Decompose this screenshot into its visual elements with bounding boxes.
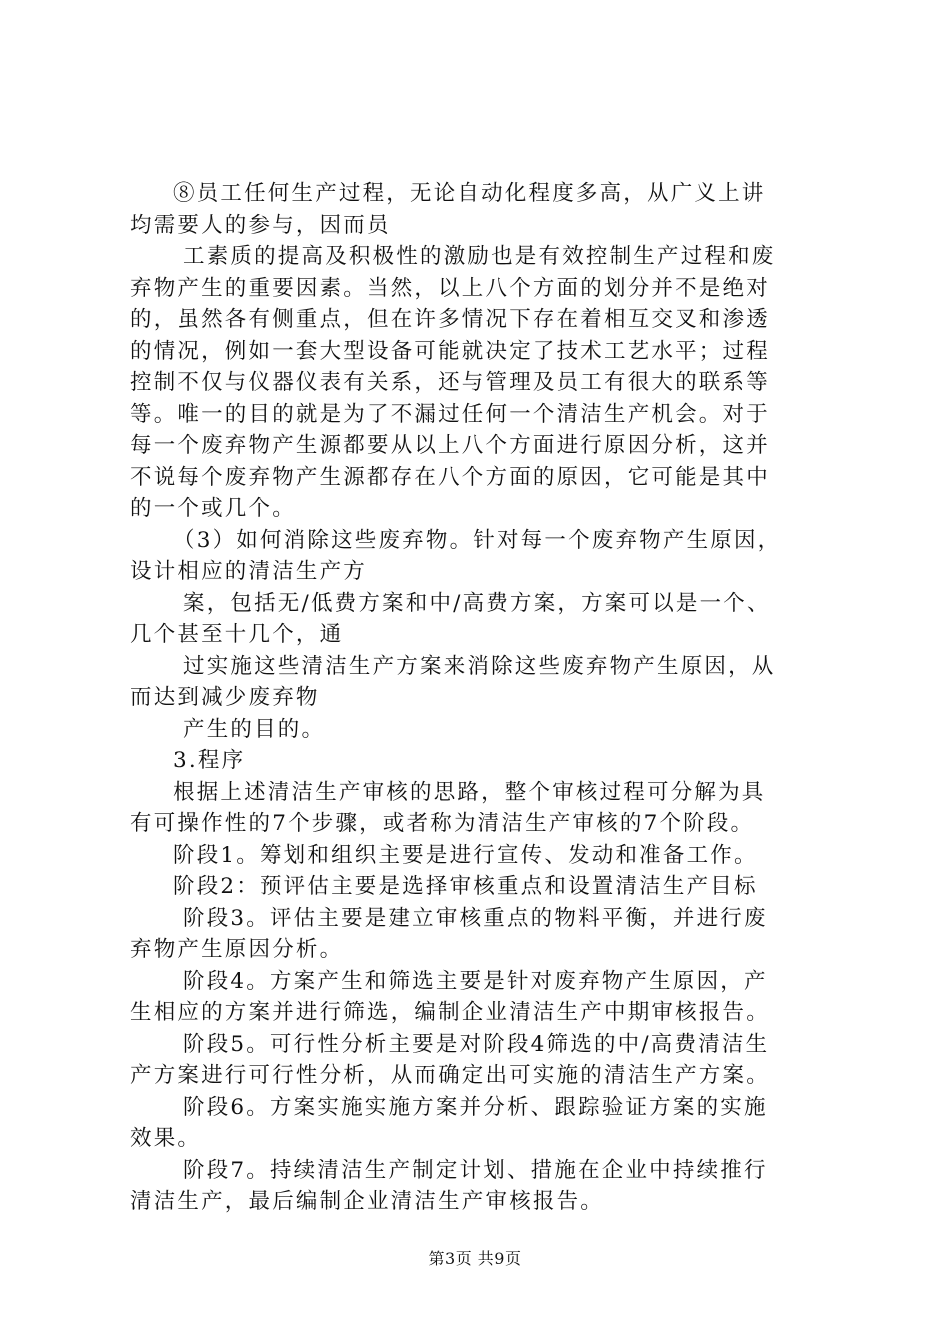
text-line: 阶段6。方案实施实施方案并分析、跟踪验证方案的实施: [183, 1094, 768, 1120]
text-line: 阶段2：预评估主要是选择审核重点和设置清洁生产目标: [173, 874, 758, 899]
text-line: 设计相应的清洁生产方: [130, 559, 368, 584]
text-line: 阶段3。评估主要是建立审核重点的物料平衡，并进行废: [183, 905, 768, 931]
text-line: 的情况，例如一套大型设备可能就决定了技术工艺水平；过程: [130, 338, 770, 364]
text-line: 的，虽然各有侧重点，但在许多情况下存在着相互交叉和渗透: [130, 307, 770, 332]
text-line: 阶段5。可行性分析主要是对阶段4筛选的中/高费清洁生: [183, 1031, 770, 1057]
text-line: 工素质的提高及积极性的激励也是有效控制生产过程和废: [183, 244, 776, 269]
text-line: 阶段4。方案产生和筛选主要是针对废弃物产生原因，产: [183, 968, 768, 994]
text-line: 产方案进行可行性分析，从而确定出可实施的清洁生产方案。: [130, 1063, 770, 1088]
text-line: 几个甚至十几个，通: [130, 622, 344, 647]
text-line: 控制不仅与仪器仪表有关系，还与管理及员工有很大的联系等: [130, 370, 770, 395]
section-heading: 3.程序: [173, 748, 246, 773]
text-line: 清洁生产，最后编制企业清洁生产审核报告。: [130, 1189, 605, 1214]
text-line: 过实施这些清洁生产方案来消除这些废弃物产生原因，从: [183, 653, 776, 679]
text-line: 弃物产生原因分析。: [130, 937, 344, 962]
document-body: [130, 178, 830, 1218]
text-line: （3）如何消除这些废弃物。针对每一个废弃物产生原因，: [173, 527, 782, 553]
text-line: 效果。: [130, 1126, 202, 1151]
text-line: 不说每个废弃物产生源都存在八个方面的原因，它可能是其中: [130, 464, 770, 490]
text-line: 阶段1。筹划和组织主要是进行宣传、发动和准备工作。: [173, 842, 758, 868]
text-line: 每一个废弃物产生源都要从以上八个方面进行原因分析，这并: [130, 433, 770, 458]
text-line: 的一个或几个。: [130, 496, 296, 521]
text-line: ⑧员工任何生产过程，无论自动化程度多高，从广义上讲: [173, 181, 766, 206]
text-line: 产生的目的。: [183, 716, 326, 742]
text-line: 均需要人的参与，因而员: [130, 212, 391, 238]
text-line: 有可操作性的7个步骤，或者称为清洁生产审核的7个阶段。: [130, 811, 755, 836]
text-line: 等。唯一的目的就是为了不漏过任何一个清洁生产机会。对于: [130, 401, 770, 427]
text-line: 阶段7。持续清洁生产制定计划、措施在企业中持续推行: [183, 1157, 768, 1183]
text-line: 而达到减少废弃物: [130, 685, 320, 710]
text-line: 案，包括无/低费方案和中/高费方案，方案可以是一个、: [183, 590, 771, 616]
text-line: 生相应的方案并进行筛选，编制企业清洁生产中期审核报告。: [130, 1000, 770, 1025]
page-footer: [0, 1246, 950, 1269]
page-number-label: 第3页 共9页: [428, 1249, 522, 1268]
text-line: 弃物产生的重要因素。当然，以上八个方面的划分并不是绝对: [130, 275, 770, 301]
text-line: 根据上述清洁生产审核的思路，整个审核过程可分解为具: [173, 779, 766, 805]
